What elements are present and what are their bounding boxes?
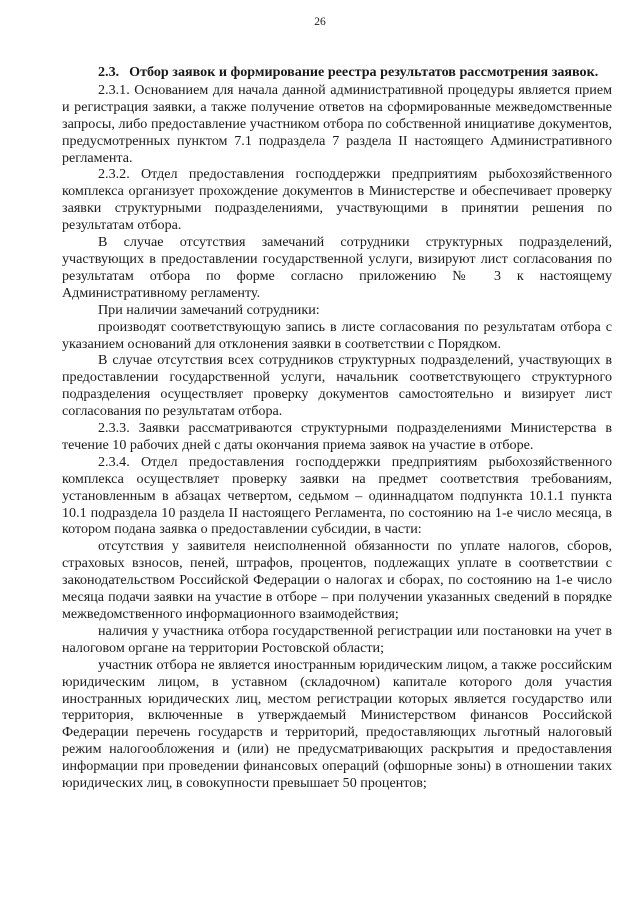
- section-title: Отбор заявок и формирование реестра результатов рассмотрения заявок.: [129, 64, 599, 80]
- paragraph: наличия у участника отбора государственной регистрации или постановки на учет в налоговом органе на территории Ростовской области;: [62, 622, 612, 656]
- paragraph: участник отбора не является иностранным юридическим лицом, а также российским юридическим лицом, в уставном (складочном) капитале которого доля участия иностранных юридических лиц, местом регистрации которых является государство или территория, включенные в утверждаемый Министерством финансов Российской Федерации перечень государств и территорий, предоставляющих льготный налоговый режим налогообложения и (или) не предусматривающих раскрытия и предоставления информации при проведении финансовых операций (офшорные зоны) в отношении таких юридических лиц, в совокупности превышает 50 процентов;: [62, 656, 612, 792]
- document-body: [62, 64, 612, 792]
- paragraph: В случае отсутствия замечаний сотрудники структурных подразделений, участвующих в предоставлении государственной услуги, визируют лист согласования по результатам отбора по форме согласно приложению № 3 к настоящему Административному регламенту.: [62, 234, 612, 301]
- paragraph: отсутствия у заявителя неисполненной обязанности по уплате налогов, сборов, страховых взносов, пеней, штрафов, процентов, подлежащих уплате в соответствии с законодательством Российской Федерации о налогах и сборах, по состоянию на 1-е число месяца подачи заявки на участие в отборе – при получении указанных сведений в порядке межведомственного информационного взаимодействия;: [62, 538, 612, 622]
- paragraph: В случае отсутствия всех сотрудников структурных подразделений, участвующих в предоставлении государственной услуги, начальник соответствующего структурного подразделения осуществляет проверку документов самостоятельно и визирует лист согласования по результатам отбора.: [62, 352, 612, 420]
- paragraph: 2.3.2. Отдел предоставления господдержки предприятиям рыбохозяйственного комплекса организует прохождение документов в Министерстве и обеспечивает проверку заявки структурными подразделениями, участвующими в принятии решения по результатам отбора.: [62, 166, 612, 234]
- paragraph: производят соответствующую запись в листе согласования по результатам отбора с указанием оснований для отклонения заявки в соответствии с Порядком.: [62, 318, 612, 352]
- page-number: 26: [314, 16, 326, 28]
- paragraph: При наличии замечаний сотрудники:: [98, 301, 320, 318]
- section-number: 2.3.: [98, 64, 120, 80]
- paragraph: 2.3.3. Заявки рассматриваются структурными подразделениями Министерства в течение 10 рабочих дней с даты окончания приема заявок на участие в отборе.: [62, 420, 612, 453]
- section-heading: [62, 64, 612, 81]
- paragraph: 2.3.4. Отдел предоставления господдержки предприятиям рыбохозяйственного комплекса осуществляет проверку заявки на предмет соответствия требованиям, установленным в абзацах четвертом, седьмом – одиннадцатом подпункта 10.1.1 пункта 10.1 подраздела 10 раздела II настоящего Регламента, по состоянию на 1-е число месяца, в котором подана заявка о предоставлении субсидии, в части:: [62, 453, 612, 538]
- paragraph: 2.3.1. Основанием для начала данной административной процедуры является прием и регистрация заявки, а также получение ответов на сформированные межведомственные запросы, либо предоставление участником отбора по собственной инициативе документов, предусмотренных пунктом 7.1 подраздела 7 раздела II настоящего Административного регламента.: [62, 81, 612, 166]
